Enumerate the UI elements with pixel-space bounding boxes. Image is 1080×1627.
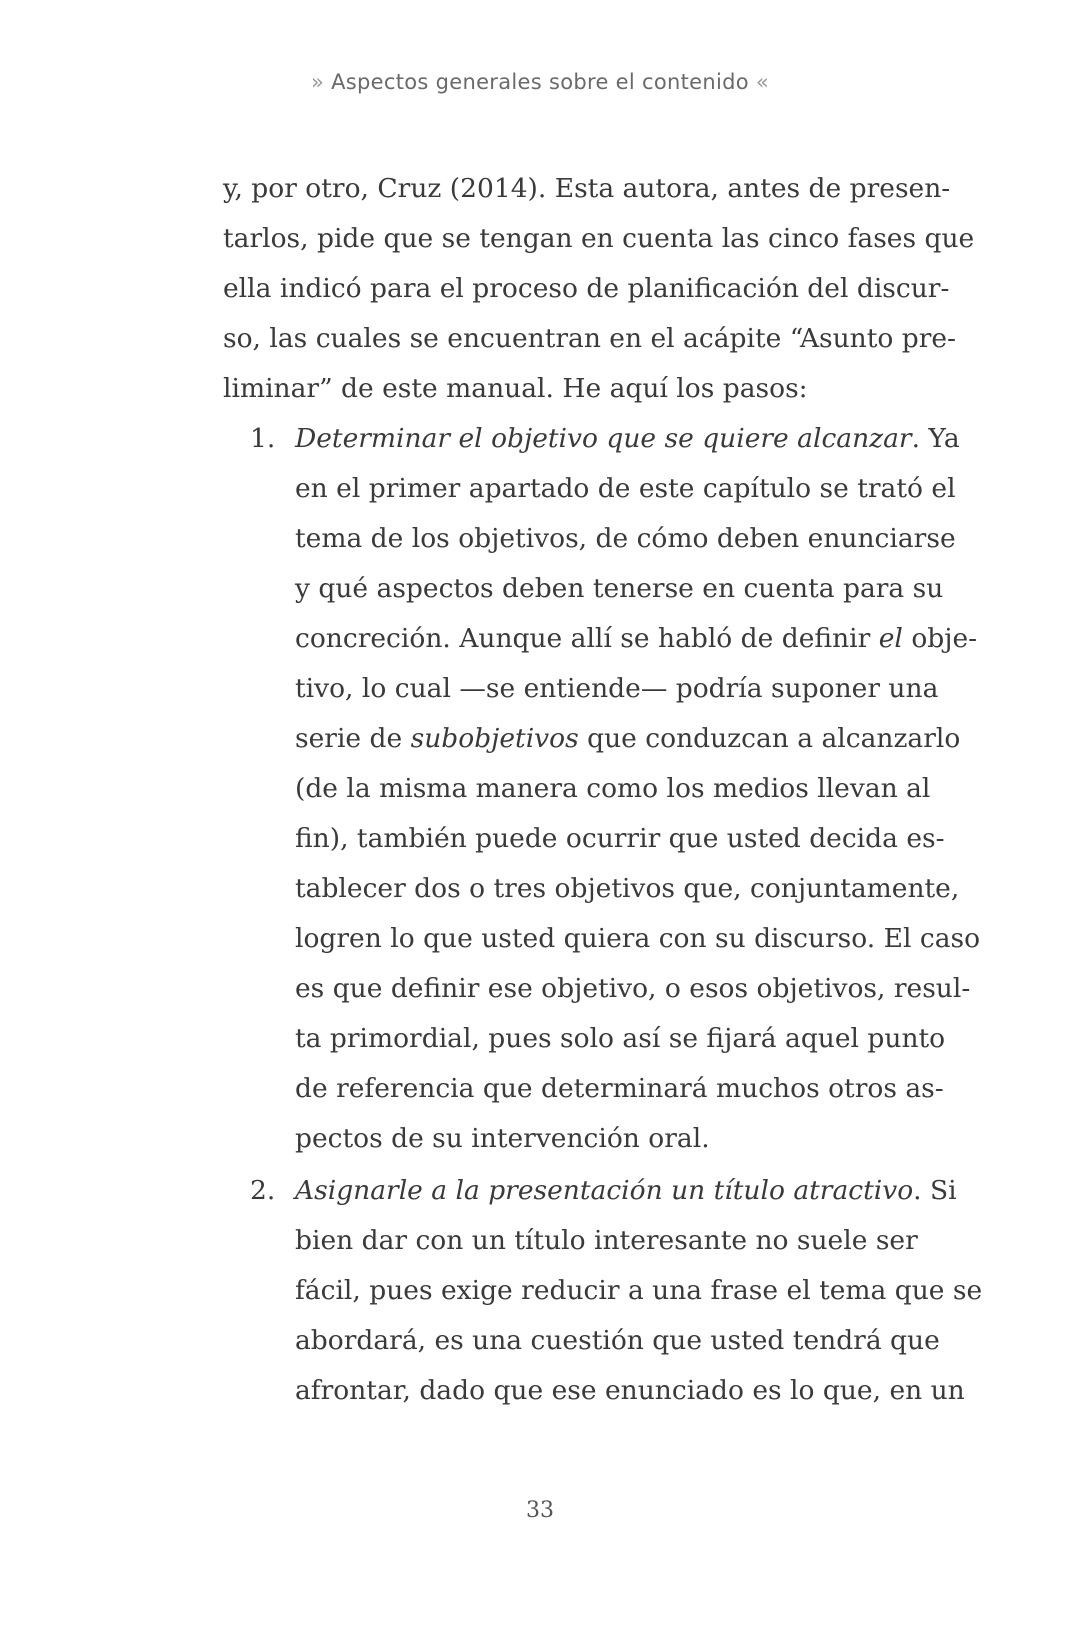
list-item-number: 1. — [250, 423, 276, 454]
list-item-line: bien dar con un título interesante no suele ser — [295, 1225, 918, 1256]
list-item-line: en el primer apartado de este capítulo se trató el — [295, 473, 956, 504]
page-body — [223, 164, 983, 1416]
list-item-line: ta primordial, pues solo así se fijará aquel punto — [295, 1023, 946, 1054]
list-item-line: es que definir ese objetivo, o esos objetivos, resul- — [295, 973, 971, 1004]
list-item-step-2 — [223, 1166, 983, 1416]
intro-line: y, por otro, Cruz (2014). Esta autora, antes de presen- — [223, 173, 951, 204]
intro-line: liminar” de este manual. He aquí los pasos: — [223, 373, 808, 404]
header-right-mark: « — [755, 70, 770, 94]
list-item-line: fin), también puede ocurrir que usted decida es- — [295, 823, 945, 854]
list-item-step-1 — [223, 414, 981, 1164]
intro-line: so, las cuales se encuentran en el acápite “Asunto pre- — [223, 323, 956, 354]
intro-line: ella indicó para el proceso de planificación del discur- — [223, 273, 950, 304]
intro-paragraph — [223, 164, 975, 414]
list-item-line: de referencia que determinará muchos otros as- — [295, 1073, 944, 1104]
list-item-line: abordará, es una cuestión que usted tendrá que — [295, 1325, 940, 1356]
list-item-line: serie de subobjetivos que conduzcan a alcanzarlo — [295, 723, 961, 754]
list-item-line: (de la misma manera como los medios llevan al — [295, 773, 931, 804]
list-item-line: tivo, lo cual —se entiende— podría suponer una — [295, 673, 939, 704]
page-number: 33 — [526, 1498, 554, 1523]
list-item-line: Asignarle a la presentación un título atractivo. Si — [295, 1175, 957, 1206]
intro-line: tarlos, pide que se tengan en cuenta las cinco fases que — [223, 223, 975, 254]
list-item-line: afrontar, dado que ese enunciado es lo que, en un — [295, 1375, 965, 1406]
step-title: Determinar el objetivo que se quiere alcanzar — [295, 423, 912, 454]
list-item-line: concreción. Aunque allí se habló de definir el obje- — [295, 623, 978, 654]
list-item-line: fácil, pues exige reducir a una frase el tema que se — [295, 1275, 983, 1306]
list-item-line: tablecer dos o tres objetivos que, conjuntamente, — [295, 873, 960, 904]
emphasis: el — [878, 623, 903, 654]
step-title: Asignarle a la presentación un título atractivo — [295, 1175, 914, 1206]
list-item-line: tema de los objetivos, de cómo deben enunciarse — [295, 523, 956, 554]
list-item-number: 2. — [250, 1175, 276, 1206]
list-item-line: logren lo que usted quiera con su discurso. El caso — [295, 923, 981, 954]
header-title: Aspectos generales sobre el contenido — [331, 70, 749, 94]
running-header — [0, 70, 1080, 94]
list-item-line: y qué aspectos deben tenerse en cuenta para su — [295, 573, 944, 604]
list-item-line: pectos de su intervención oral. — [295, 1123, 710, 1154]
emphasis: subobjetivos — [410, 723, 579, 754]
header-left-mark: » — [310, 70, 325, 94]
list-item-line: Determinar el objetivo que se quiere alcanzar. Ya — [295, 423, 960, 454]
